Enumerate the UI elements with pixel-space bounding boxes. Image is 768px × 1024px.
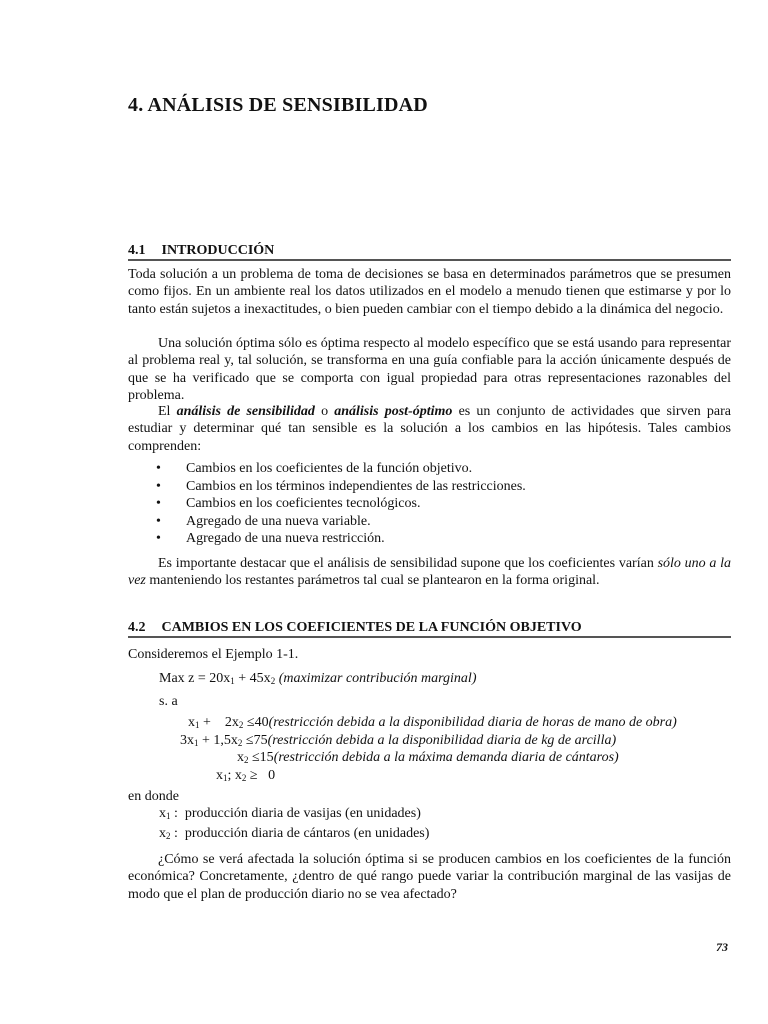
bullet-icon: • bbox=[156, 513, 161, 529]
intro-paragraph-1: Toda solución a un problema de toma de decisiones se basa en determinados parámetros que se presumen como fijos. En un ambiente real los datos utilizados en el modelo a menudo tienen que estimarse y por lo tanto están sujetos a inexactitudes, o bien pueden cambiar con el tiempo debido a la dinámica del negocio. bbox=[128, 267, 731, 317]
bullet-icon: • bbox=[156, 496, 161, 512]
list-item: • Agregado de una nueva variable. bbox=[156, 513, 371, 529]
term-analisis-post-optimo: análisis post-óptimo bbox=[334, 404, 453, 419]
variable-1: $x_1$ : producción diaria de vasijas (en unidades) bbox=[159, 806, 421, 821]
one-at-a-time: sólo uno a la vez bbox=[128, 556, 732, 589]
section-number: 4.2 bbox=[128, 620, 146, 635]
section-heading-introduccion bbox=[128, 243, 731, 261]
nonnegativity: $x_1$; $x_2 \ge 0$ bbox=[216, 768, 276, 783]
constraint-2-note: (restricción debida a la disponibilidad diaria de kg de arcilla) bbox=[267, 733, 617, 748]
section-heading-coeficientes bbox=[128, 620, 731, 638]
example-intro: Consideremos el Ejemplo 1-1. bbox=[128, 647, 299, 662]
where-label: en donde bbox=[128, 789, 179, 804]
chapter-title: 4. ANÁLISIS DE SENSIBILIDAD bbox=[128, 94, 428, 116]
question-paragraph: ¿Cómo se verá afectada la solución óptima si se producen cambios en los coeficientes de la función económica? Concretamente, ¿dentro de qué rango puede variar la contribución marginal de las vasijas de modo que el plan de producción diario no se vea afectado? bbox=[128, 852, 731, 902]
bullet-icon: • bbox=[156, 461, 161, 476]
page-number: 73 bbox=[716, 940, 728, 954]
list-item: • Cambios en los términos independientes de las restricciones. bbox=[156, 478, 526, 494]
bullet-icon: • bbox=[156, 531, 161, 547]
constraint-1: $x_1$ + $2x_2$ ≤40(restricción debida a la disponibilidad diaria de horas de mano de obra) bbox=[188, 715, 677, 730]
intro-paragraph-3 bbox=[128, 403, 731, 455]
bullet-icon: • bbox=[156, 478, 161, 494]
constraint-3: $x_2$ ≤15(restricción debida a la máxima demanda diaria de cántaros) bbox=[237, 750, 619, 765]
p3-mid: o bbox=[314, 404, 335, 419]
subject-to: s. a bbox=[159, 694, 178, 709]
list-item: • Agregado de una nueva restricción. bbox=[156, 531, 385, 547]
p3-start: El bbox=[158, 404, 177, 419]
p3-end: es un conjunto de actividades que sirven para estudiar y determinar qué tan sensible es la solución a los cambios en las hipótesis. Tales cambios comprenden: bbox=[128, 404, 731, 454]
list-item: • Cambios en los coeficientes tecnológicos. bbox=[156, 496, 421, 512]
constraint-2: $3x_1 + 1,5x_2$ ≤75(restricción debida a la disponibilidad diaria de kg de arcilla) bbox=[180, 733, 617, 748]
section-title: CAMBIOS EN LOS COEFICIENTES DE LA FUNCIÓN OBJETIVO bbox=[161, 620, 582, 635]
objective-function: Max $z = 20x_1 + 45x_2$ (maximizar contribución marginal) bbox=[159, 671, 477, 686]
list-item: • Cambios en los coeficientes de la función objetivo. bbox=[156, 461, 473, 476]
objective-note: (maximizar contribución marginal) bbox=[278, 671, 477, 686]
variable-2: $x_2$ : producción diaria de cántaros (en unidades) bbox=[159, 826, 430, 841]
term-analisis-sensibilidad: análisis de sensibilidad bbox=[176, 404, 315, 419]
constraint-1-note: (restricción debida a la disponibilidad diaria de horas de mano de obra) bbox=[268, 715, 677, 730]
section-title: INTRODUCCIÓN bbox=[161, 243, 275, 258]
intro-paragraph-2: Una solución óptima sólo es óptima respecto al modelo específico que se está usando para representar al problema real y, tal solución, se transforma en una guía confiable para la acción únicamente después de que se ha verificado que se comporta con igual propiedad para otras representaciones razonables del problema. bbox=[128, 336, 731, 404]
constraint-3-note: (restricción debida a la máxima demanda diaria de cántaros) bbox=[273, 750, 619, 765]
changes-list bbox=[128, 460, 731, 548]
section-number: 4.1 bbox=[128, 243, 146, 258]
intro-paragraph-4: Es importante destacar que el análisis de sensibilidad supone que los coeficientes varían sólo uno a la vez manteniendo los restantes parámetros tal cual se plantearon en la forma original. bbox=[128, 556, 732, 589]
